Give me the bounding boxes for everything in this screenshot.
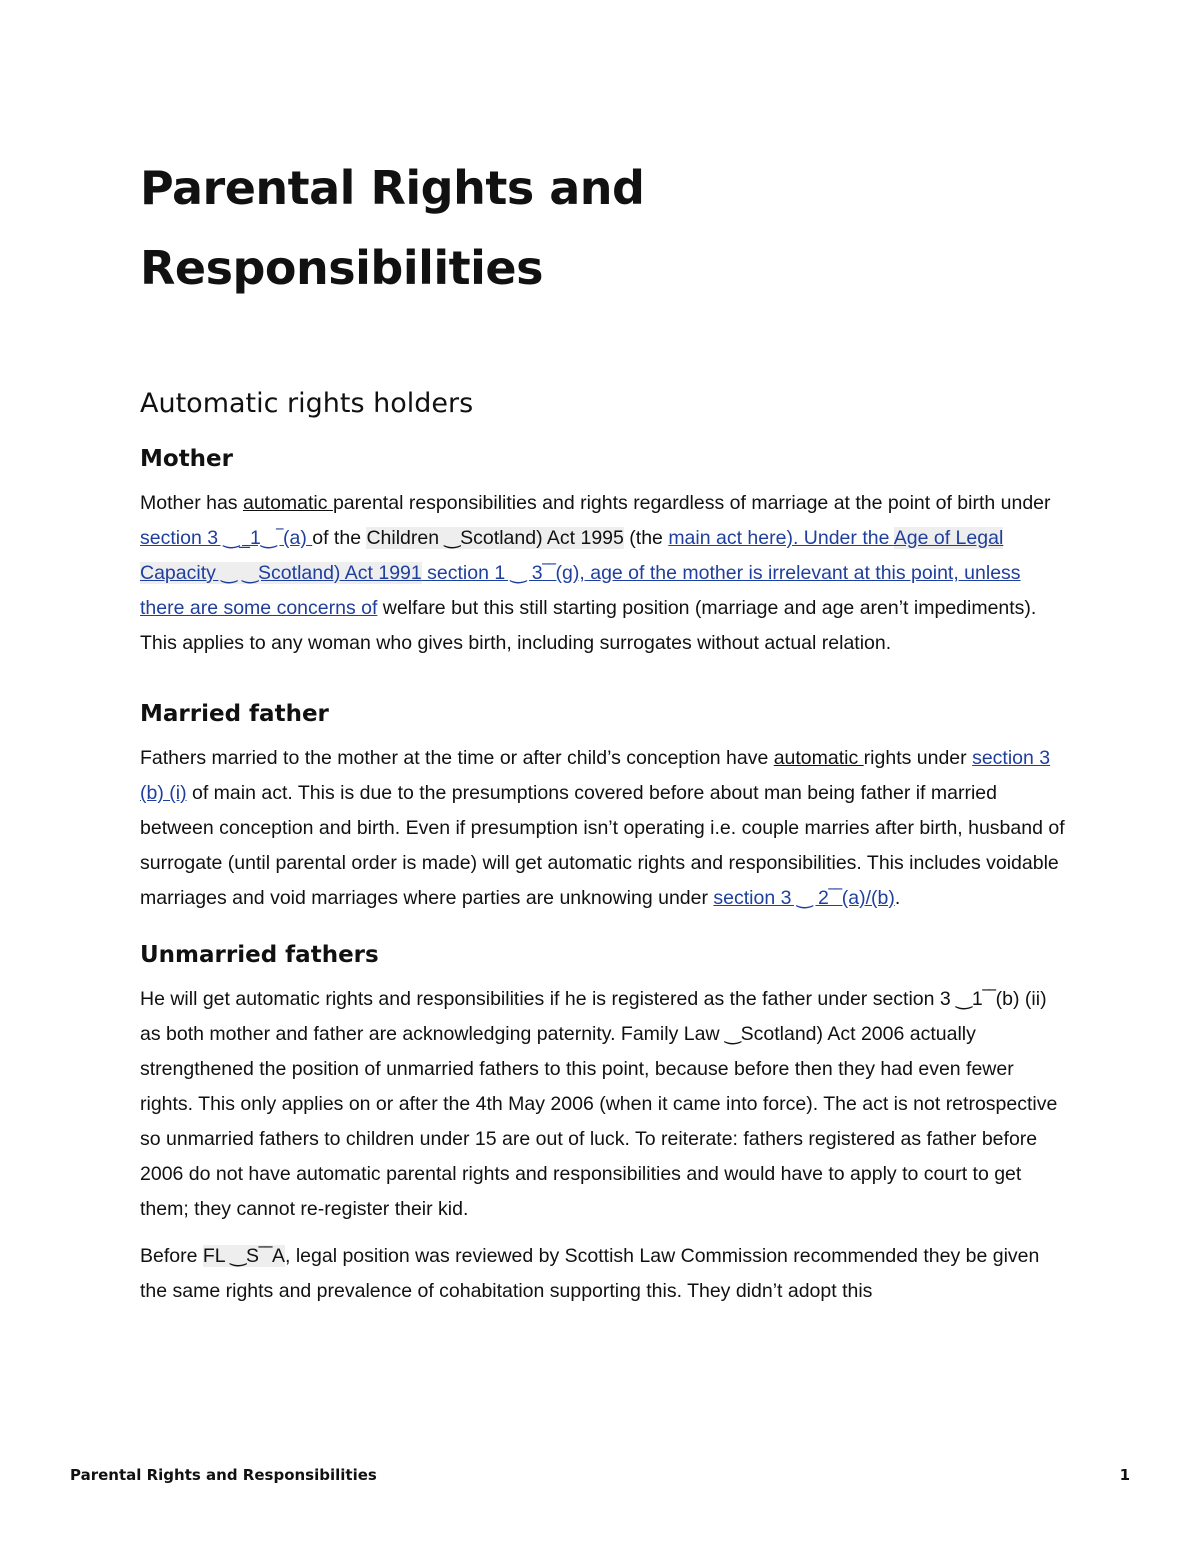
paragraph-married-father [140, 741, 1065, 916]
subheading-unmarried-fathers: Unmarried fathers [140, 942, 379, 968]
text-run: welfare but this still starting position (marriage and age aren’t impediments). This applies to any woman who gives birth, including surrogates without actual relation. [140, 597, 1037, 654]
text-run: (the [623, 527, 669, 549]
highlighted-act-name: Children ‿Scotland) Act 1995 [366, 527, 624, 549]
paragraph-unmarried-fathers-2 [140, 1239, 1065, 1309]
text-run: rights under [863, 747, 973, 769]
section-link[interactable]: section 3 (b) (i) [140, 747, 1051, 804]
document-title-line-1: Parental Rights and [140, 161, 645, 215]
footer-title: Parental Rights and Responsibilities [70, 1466, 377, 1484]
text-run: Mother has [140, 492, 243, 514]
section-link[interactable]: main act here). Under the [668, 527, 894, 549]
underlined-text: automatic [242, 492, 333, 514]
text-run: . [894, 887, 901, 909]
text-run: of main act. This is due to the presumptions covered before about man being father if married between conception and birth. Even if presumption isn’t operating i.e. couple marries after birth, husband of surrogate (until parental order is made) will get automatic rights and responsibilities. This includes voidable marriages and void marriages where parties are unknowing under [140, 782, 1065, 909]
text-run: Before [140, 1245, 203, 1267]
page-number: 1 [1119, 1466, 1130, 1484]
section-heading-automatic-rights-holders: Automatic rights holders [140, 388, 474, 419]
subheading-mother: Mother [140, 446, 233, 472]
underlined-text: automatic [773, 747, 864, 769]
highlighted-act-abbreviation: FL ‿S‾‾A [202, 1245, 285, 1267]
highlighted-act-link[interactable]: Age of Legal Capacity ‿ ‿Scotland) Act 1991 [140, 527, 1004, 584]
text-run: parental responsibilities and rights regardless of marriage at the point of birth under [332, 492, 1051, 514]
page-footer [70, 1466, 1130, 1490]
section-link[interactable]: section 1 ‿ 3‾‾(g), age of the mother is irrelevant at this point, unless there are some concerns of [140, 562, 1021, 619]
section-link[interactable]: section 3 ‿ 2‾‾(a)/(b) [713, 887, 895, 909]
text-run: Fathers married to the mother at the time or after child’s conception have [140, 747, 774, 769]
section-link[interactable]: section 3 ‿_1‿‾(a) [140, 527, 313, 549]
paragraph-unmarried-fathers-1: He will get automatic rights and responsibilities if he is registered as the father under section 3 ‿1‾‾(b) (ii) as both mother and father are acknowledging paternity. Family Law ‿Scotland) Act 2006 actually strengthened the position of unmarried fathers to this point, because before then they had even fewer rights. This only applies on or after the 4th May 2006 (when it came into force). The act is not retrospective so unmarried fathers to children under 15 are out of luck. To reiterate: fathers registered as father before 2006 do not have automatic parental rights and responsibilities and would have to apply to court to get them; they cannot re-register their kid. [140, 988, 1058, 1220]
document-title-line-2: Responsibilities [140, 241, 543, 295]
document-title [140, 148, 1065, 308]
subheading-married-father: Married father [140, 701, 329, 727]
text-run: of the [312, 527, 367, 549]
document-body [140, 148, 1065, 1309]
text-run: , legal position was reviewed by Scottish Law Commission recommended they be given the same rights and prevalence of cohabitation supporting this. They didn’t adopt this [140, 1245, 1040, 1302]
paragraph-mother [140, 486, 1065, 661]
